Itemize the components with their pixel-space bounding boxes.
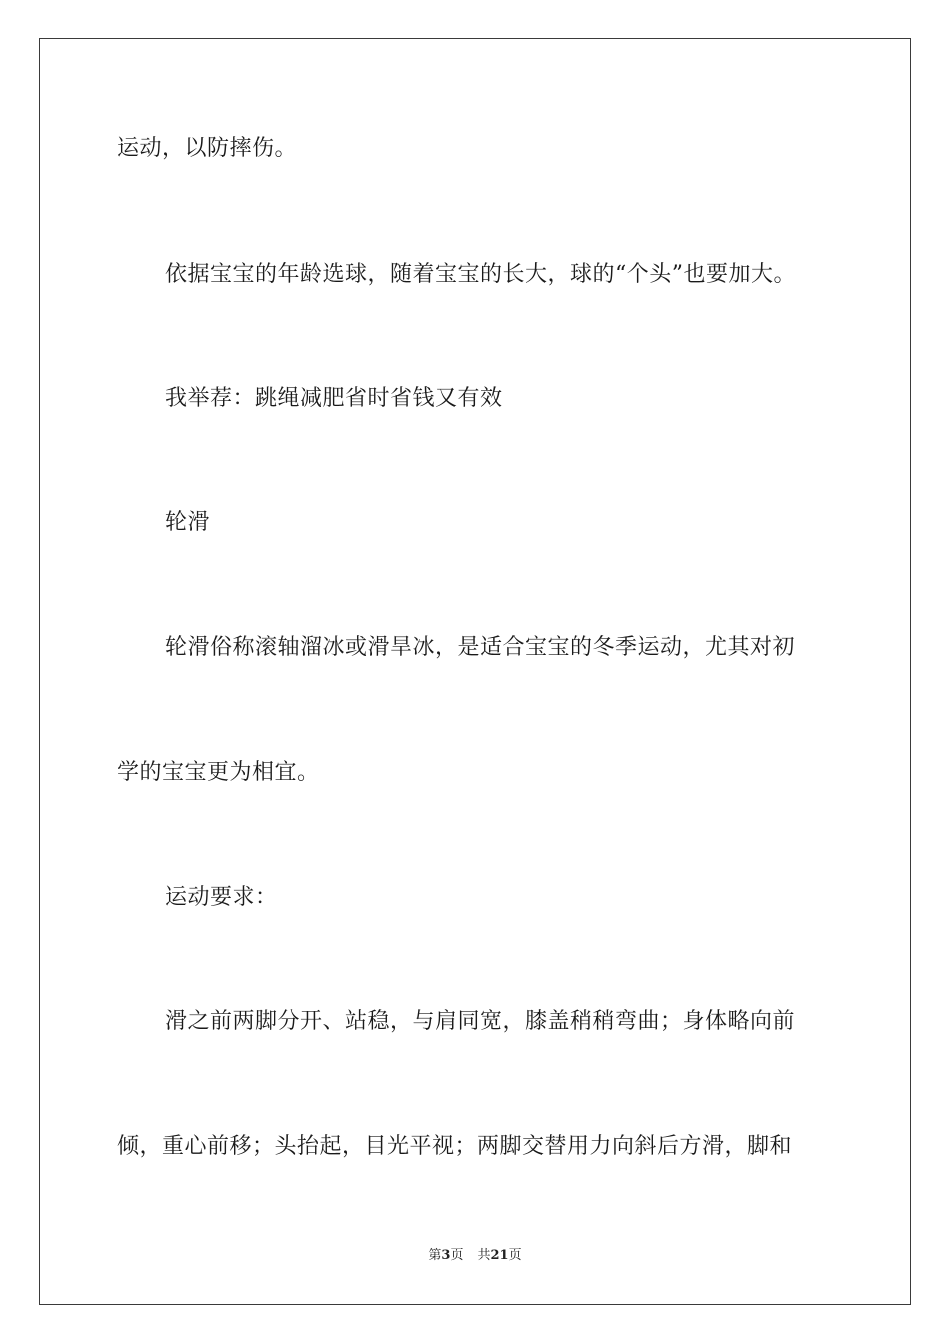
paragraph-heading: 我举荐：跳绳减肥省时省钱又有效 — [165, 386, 503, 411]
paragraph-line: 轮滑俗称滚轴溜冰或滑旱冰，是适合宝宝的冬季运动，尤其对初 — [165, 635, 796, 660]
total-suffix: 页 — [508, 1248, 522, 1263]
text-line: 倾，重心前移；头抬起，目光平视；两脚交替用力向斜后方滑，脚和 — [117, 1134, 793, 1159]
paragraph-line: 依据宝宝的年龄选球，随着宝宝的长大，球的“个头”也要加大。 — [165, 262, 796, 287]
text-line: 学的宝宝更为相宜。 — [117, 760, 320, 785]
page-number: 3 — [441, 1248, 451, 1263]
page-prefix: 第 — [428, 1248, 442, 1263]
section-heading: 轮滑 — [165, 510, 211, 535]
page-footer — [0, 1247, 950, 1265]
page-border — [39, 38, 911, 1305]
text-line: 运动，以防摔伤。 — [117, 136, 298, 161]
total-pages: 21 — [490, 1248, 509, 1263]
paragraph-line: 滑之前两脚分开、站稳，与肩同宽，膝盖稍稍弯曲；身体略向前 — [165, 1009, 796, 1034]
paragraph-heading: 运动要求： — [165, 885, 278, 910]
page-suffix: 页 — [450, 1248, 464, 1263]
total-prefix: 共 — [477, 1248, 491, 1263]
